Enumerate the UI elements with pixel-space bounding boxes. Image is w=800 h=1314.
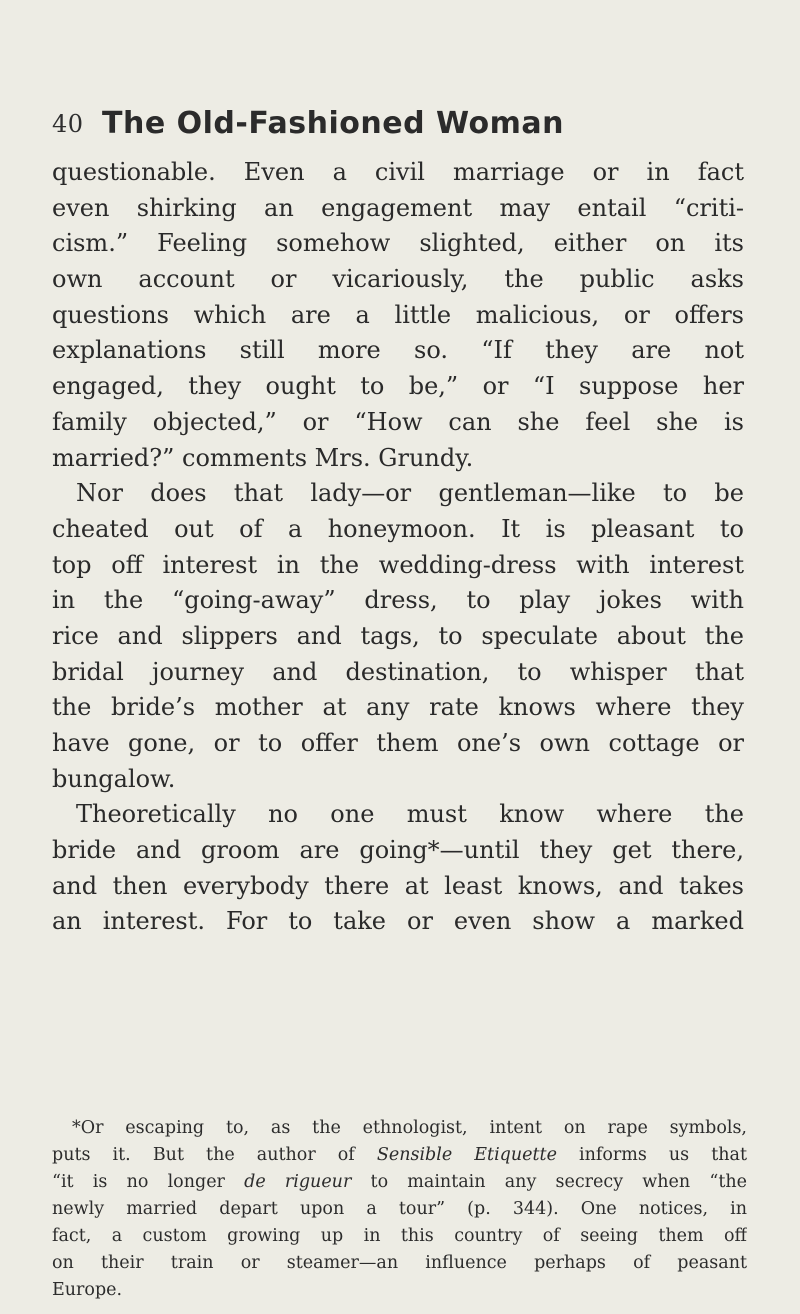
text-line: explanations still more so. “If they are not [52,336,744,365]
footnote-line [52,1142,747,1169]
text-line: rice and slippers and tags, to speculate about the [52,621,744,650]
text-line: own account or vicariously, the public asks [52,265,744,294]
footnote-line: Europe. [52,1280,123,1300]
text-line: bridal journey and destination, to whisper that [52,657,744,686]
text-line: the bride’s mother at any rate knows where they [52,693,744,722]
book-title-italic: Sensible Etiquette [376,1145,557,1165]
text-line: cism.” Feeling somehow slighted, either on its [52,229,744,258]
text-line: Theoretically no one must know where the [76,800,744,829]
text-line: in the “going-away” dress, to play jokes with [52,586,744,615]
footnote-text: informs us that [556,1145,747,1165]
text-line: bride and groom are going*—until they get there, [52,836,744,865]
body-text [52,155,744,940]
text-line: family objected,” or “How can she feel she is [52,407,744,436]
text-line: cheated out of a honeymoon. It is pleasant to [52,514,744,543]
text-line: bungalow. [52,764,176,793]
footnote-text: to maintain any secrecy when “the [351,1172,747,1192]
footnote [52,1115,747,1304]
footnote-line: on their train or steamer—an influence perhaps of peasant [52,1253,747,1273]
footnote-line: newly married depart upon a tour” (p. 344). One notices, in [52,1199,747,1219]
text-line: Nor does that lady—or gentleman—like to be [76,479,744,508]
text-line: and then everybody there at least knows, and takes [52,871,744,900]
text-line: questions which are a little malicious, or offers [52,300,744,329]
foreign-phrase-italic: de rigueur [244,1172,352,1192]
text-line: even shirking an engagement may entail “criti- [52,193,744,222]
footnote-line [52,1169,747,1196]
footnote-text: “it is no longer [52,1172,245,1192]
footnote-text: puts it. But the author of [52,1145,377,1165]
text-line: have gone, or to offer them one’s own cottage or [52,729,744,757]
running-title: The Old-Fashioned Woman [102,106,565,141]
page-number: 40 [52,110,84,138]
text-line: an interest. For to take or even show a marked [52,907,744,936]
page-header [52,98,752,142]
text-line: married?” comments Mrs. Grundy. [52,443,474,472]
footnote-line: fact, a custom growing up in this country of seeing them off [52,1226,747,1246]
text-line: engaged, they ought to be,” or “I suppose her [52,372,744,401]
text-line: top off interest in the wedding-dress with interest [52,550,744,579]
footnote-line: *Or escaping to, as the ethnologist, intent on rape symbols, [72,1118,747,1138]
text-line: questionable. Even a civil marriage or in fact [52,158,744,186]
